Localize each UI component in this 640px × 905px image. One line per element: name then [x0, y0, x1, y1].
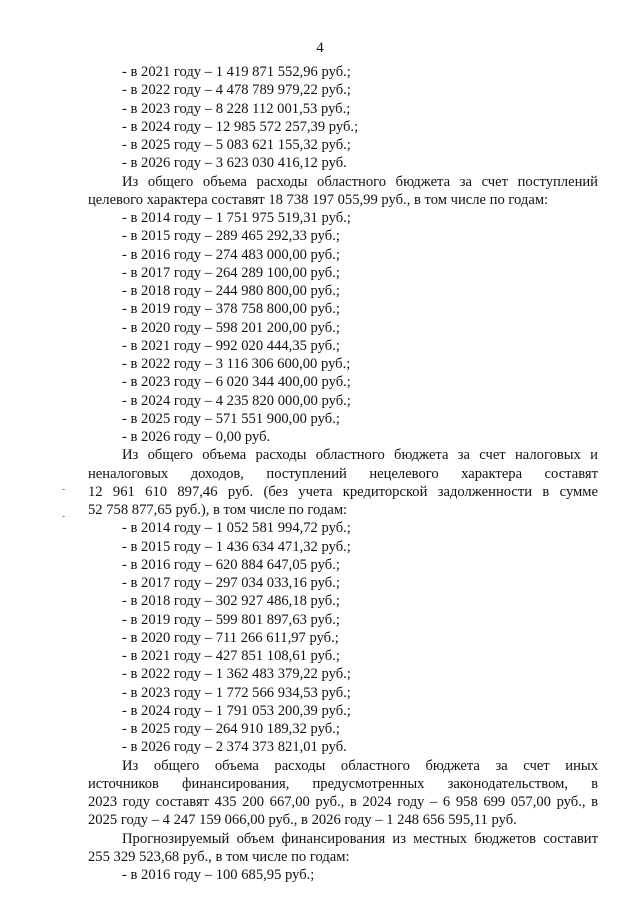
list-item: - в 2017 году – 264 289 100,00 руб.;: [122, 264, 340, 281]
list-item: - в 2018 году – 244 980 800,00 руб.;: [122, 283, 340, 299]
list-item: - в 2022 году – 1 362 483 379,22 руб.;: [122, 666, 351, 683]
paragraph-line: 2025 году – 4 247 159 066,00 руб., в 2026 году – 1 248 656 595,11 руб.: [88, 812, 517, 829]
list-item: - в 2019 году – 378 758 800,00 руб.;: [122, 301, 340, 318]
list-item: - в 2021 году – 1 419 871 552,96 руб.;: [122, 64, 351, 80]
paragraph-line: Из общего объема расходы областного бюджета за счет иных: [122, 757, 598, 774]
paragraph-line: неналоговых доходов, поступлений нецелевого характера составят: [88, 465, 598, 482]
list-item: - в 2020 году – 598 201 200,00 руб.;: [122, 319, 340, 336]
list-item: - в 2021 году – 427 851 108,61 руб.;: [122, 648, 340, 664]
list-item: - в 2014 году – 1 052 581 994,72 руб.;: [122, 520, 351, 537]
paragraph-line: источников финансирования, предусмотренных законодательством, в: [88, 775, 598, 792]
list-item: - в 2015 году – 289 465 292,33 руб.;: [122, 228, 340, 245]
list-item: - в 2025 году – 264 910 189,32 руб.;: [122, 721, 340, 737]
paragraph-line: Прогнозируемый объем финансирования из местных бюджетов составит: [122, 830, 598, 847]
list-item: - в 2020 году – 711 266 611,97 руб.;: [122, 629, 339, 646]
paragraph-line: 12 961 610 897,46 руб. (без учета кредиторской задолженности в сумме: [88, 483, 598, 500]
list-item: - в 2016 году – 620 884 647,05 руб.;: [122, 556, 340, 573]
margin-mark: [62, 516, 65, 517]
list-item: - в 2018 году – 302 927 486,18 руб.;: [122, 593, 340, 610]
paragraph-line: Из общего объема расходы областного бюджета за счет поступлений: [122, 173, 598, 190]
paragraph-line: целевого характера составят 18 738 197 055,99 руб., в том числе по годам:: [88, 191, 549, 208]
list-item: - в 2023 году – 6 020 344 400,00 руб.;: [122, 374, 351, 391]
list-item: - в 2015 году – 1 436 634 471,32 руб.;: [122, 538, 351, 555]
paragraph-line: 255 329 523,68 руб., в том числе по годам:: [88, 848, 350, 865]
list-item: - в 2017 году – 297 034 033,16 руб.;: [122, 575, 340, 591]
list-item: - в 2016 году – 100 685,95 руб.;: [122, 867, 315, 883]
list-item: - в 2025 году – 571 551 900,00 руб.;: [122, 410, 340, 427]
list-item: - в 2016 году – 274 483 000,00 руб.;: [122, 246, 340, 263]
margin-mark: [62, 489, 65, 490]
list-item: - в 2014 году – 1 751 975 519,31 руб.;: [122, 210, 351, 226]
list-item: - в 2024 году – 4 235 820 000,00 руб.;: [122, 392, 351, 409]
list-item: - в 2023 году – 1 772 566 934,53 руб.;: [122, 684, 351, 701]
list-item: - в 2022 году – 4 478 789 979,22 руб.;: [122, 82, 351, 99]
list-item: - в 2024 году – 1 791 053 200,39 руб.;: [122, 702, 351, 719]
list-item: - в 2022 году – 3 116 306 600,00 руб.;: [122, 356, 351, 372]
list-item: - в 2021 году – 992 020 444,35 руб.;: [122, 337, 340, 354]
paragraph-line: Из общего объема расходы областного бюджета за счет налоговых и: [122, 447, 598, 464]
list-item: - в 2026 году – 2 374 373 821,01 руб.: [122, 739, 347, 756]
list-item: - в 2025 году – 5 083 621 155,32 руб.;: [122, 137, 351, 153]
list-item: - в 2023 году – 8 228 112 001,53 руб.;: [122, 100, 351, 117]
paragraph-line: 52 758 877,65 руб.), в том числе по годам:: [88, 502, 348, 518]
list-item: - в 2024 году – 12 985 572 257,39 руб.;: [122, 118, 359, 135]
list-item: - в 2026 году – 3 623 030 416,12 руб.: [122, 155, 347, 172]
paragraph-line: 2023 году составят 435 200 667,00 руб., в 2024 году – 6 958 699 057,00 руб., в: [88, 794, 598, 810]
list-item: - в 2026 году – 0,00 руб.: [122, 429, 271, 445]
list-item: - в 2019 году – 599 801 897,63 руб.;: [122, 611, 340, 628]
document-body: [88, 63, 598, 884]
page-number: 4: [316, 40, 324, 56]
